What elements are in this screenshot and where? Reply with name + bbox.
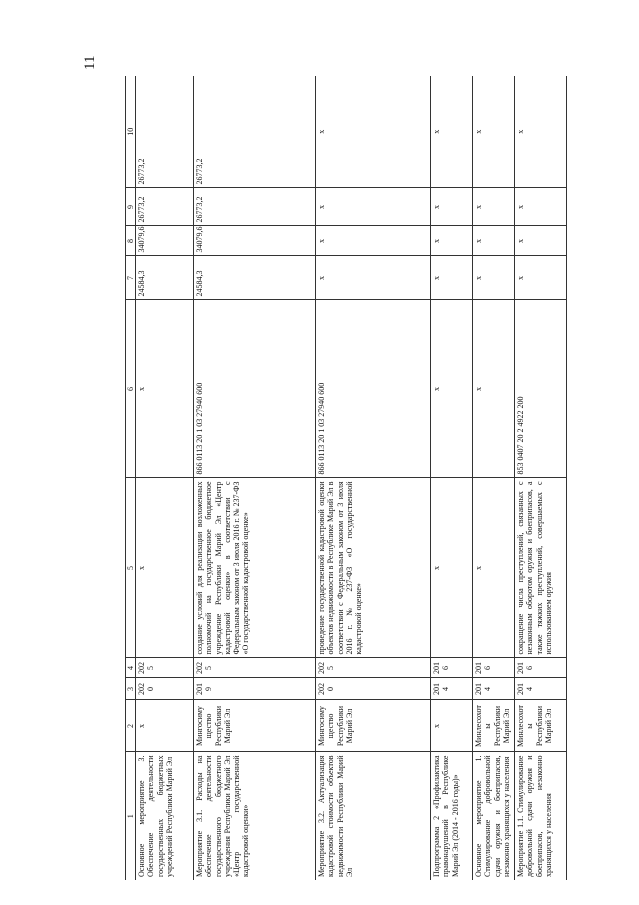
- expected-result: сокращение числа преступлений, связанных с незаконным оборотом оружия и боеприпасов, а также тяжких преступлений, совершаемых с использованием оружия: [515, 478, 567, 658]
- start-year: 2020: [136, 678, 194, 700]
- budget-code: х: [136, 300, 194, 478]
- value-col9: 26773,2: [136, 188, 194, 226]
- executor: Минлесохоты Республики Марий Эл: [515, 700, 567, 752]
- value-col10: х: [432, 129, 442, 134]
- table-row: [473, 76, 515, 880]
- page-number: 11: [82, 55, 98, 70]
- value-col10: 26773,2: [195, 158, 205, 185]
- end-year: 2016: [473, 658, 515, 678]
- start-year: 2014: [431, 678, 473, 700]
- end-year: 2025: [316, 658, 431, 678]
- column-header: 3: [126, 678, 136, 700]
- column-header: 10: [126, 76, 136, 188]
- activity-name: Мероприятие 1.1. Стимулирование добровольной сдачи оружия и боеприпасов, незаконно хранящихся у населения: [515, 752, 567, 880]
- value-col8: х: [515, 226, 567, 256]
- value-col7: х: [515, 256, 567, 300]
- expected-result: создание условий для реализации возложенных полномочий на государственное бюджетное учреждение Республики Марий Эл «Центр кадастровой оценки» в соответствии с Федеральным законом от 3 июля 2016 г. № 237-ФЗ «О государственной кадастровой оценке»: [194, 478, 316, 658]
- start-year: 2014: [473, 678, 515, 700]
- column-header: 9: [126, 188, 136, 226]
- activity-name: Основное мероприятие 1. Стимулирование добровольной сдачи оружия и боеприпасов, незаконно хранящихся у населения: [473, 752, 515, 880]
- column-header: 1: [126, 752, 136, 880]
- value-col9: х: [473, 188, 515, 226]
- column-header: 5: [126, 478, 136, 658]
- value-col7: х: [431, 256, 473, 300]
- rotated-table-container: [125, 76, 553, 880]
- value-col7: 24584,3: [136, 256, 194, 300]
- value-col10: х: [317, 129, 327, 134]
- value-col9: 26773,2: [194, 188, 316, 226]
- value-col7: 24584,3: [194, 256, 316, 300]
- expected-result: х: [473, 478, 515, 658]
- column-number-row: [126, 76, 136, 880]
- value-col8: х: [431, 226, 473, 256]
- column-header: 7: [126, 256, 136, 300]
- expected-result: х: [431, 478, 473, 658]
- value-col10: 26773,2: [137, 158, 147, 185]
- column-header: 2: [126, 700, 136, 752]
- activity-name: Подпрограмма 2 «Профилактика правонарушений в Республике Марий Эл (2014 - 2016 годы)»: [431, 752, 473, 880]
- budget-code: 853 0407 20 2 4922 200: [515, 300, 567, 478]
- end-year: 2016: [515, 658, 567, 678]
- executor: Мингосимущество Республики Марий Эл: [316, 700, 431, 752]
- activity-name: Основное мероприятие 3. Обеспечение деятельности государственных бюджетных учреждений Республики Марий Эл: [136, 752, 194, 880]
- expected-result: х: [136, 478, 194, 658]
- start-year: 2020: [316, 678, 431, 700]
- table-row: [431, 76, 473, 880]
- table-row: [515, 76, 567, 880]
- value-col8: х: [473, 226, 515, 256]
- value-col9: х: [316, 188, 431, 226]
- value-col7: х: [316, 256, 431, 300]
- table-row: [316, 76, 431, 880]
- column-header: 8: [126, 226, 136, 256]
- budget-code: 866 0113 20 1 03 27940 600: [316, 300, 431, 478]
- budget-code: х: [431, 300, 473, 478]
- executor: х: [136, 700, 194, 752]
- program-activities-table: [125, 76, 567, 880]
- budget-code: х: [473, 300, 515, 478]
- executor: Мингосимущество Республики Марий Эл: [194, 700, 316, 752]
- column-header: 4: [126, 658, 136, 678]
- table-row: [194, 76, 316, 880]
- column-header: 6: [126, 300, 136, 478]
- value-col9: х: [515, 188, 567, 226]
- value-col10: х: [516, 129, 526, 134]
- activity-name: Мероприятие 3.1. Расходы на обеспечение деятельности государственного бюджетного учреждения Республики Марий Эл «Центр государственной кадастровой оценки»: [194, 752, 316, 880]
- start-year: 2019: [194, 678, 316, 700]
- activity-name: Мероприятие 3.2. Актуализация кадастровой стоимости объектов недвижимости Республики Марий Эл: [316, 752, 431, 880]
- value-col8: 34079,6: [194, 226, 316, 256]
- end-year: 2025: [136, 658, 194, 678]
- budget-code: 866 0113 20 1 03 27940 600: [194, 300, 316, 478]
- value-col8: 34079,6: [136, 226, 194, 256]
- start-year: 2014: [515, 678, 567, 700]
- executor: х: [431, 700, 473, 752]
- executor: Минлесохоты Республики Марий Эл: [473, 700, 515, 752]
- end-year: 2016: [431, 658, 473, 678]
- value-col9: х: [431, 188, 473, 226]
- value-col7: х: [473, 256, 515, 300]
- end-year: 2025: [194, 658, 316, 678]
- value-col8: х: [316, 226, 431, 256]
- expected-result: проведение государственной кадастровой оценки объектов недвижимости в Республике Марий Эл в соответствии с Федеральным законом от 3 июля 2016 г. № 237-ФЗ «О государственной кадастровой оценке»: [316, 478, 431, 658]
- table-row: [136, 76, 194, 880]
- value-col10: х: [474, 129, 484, 134]
